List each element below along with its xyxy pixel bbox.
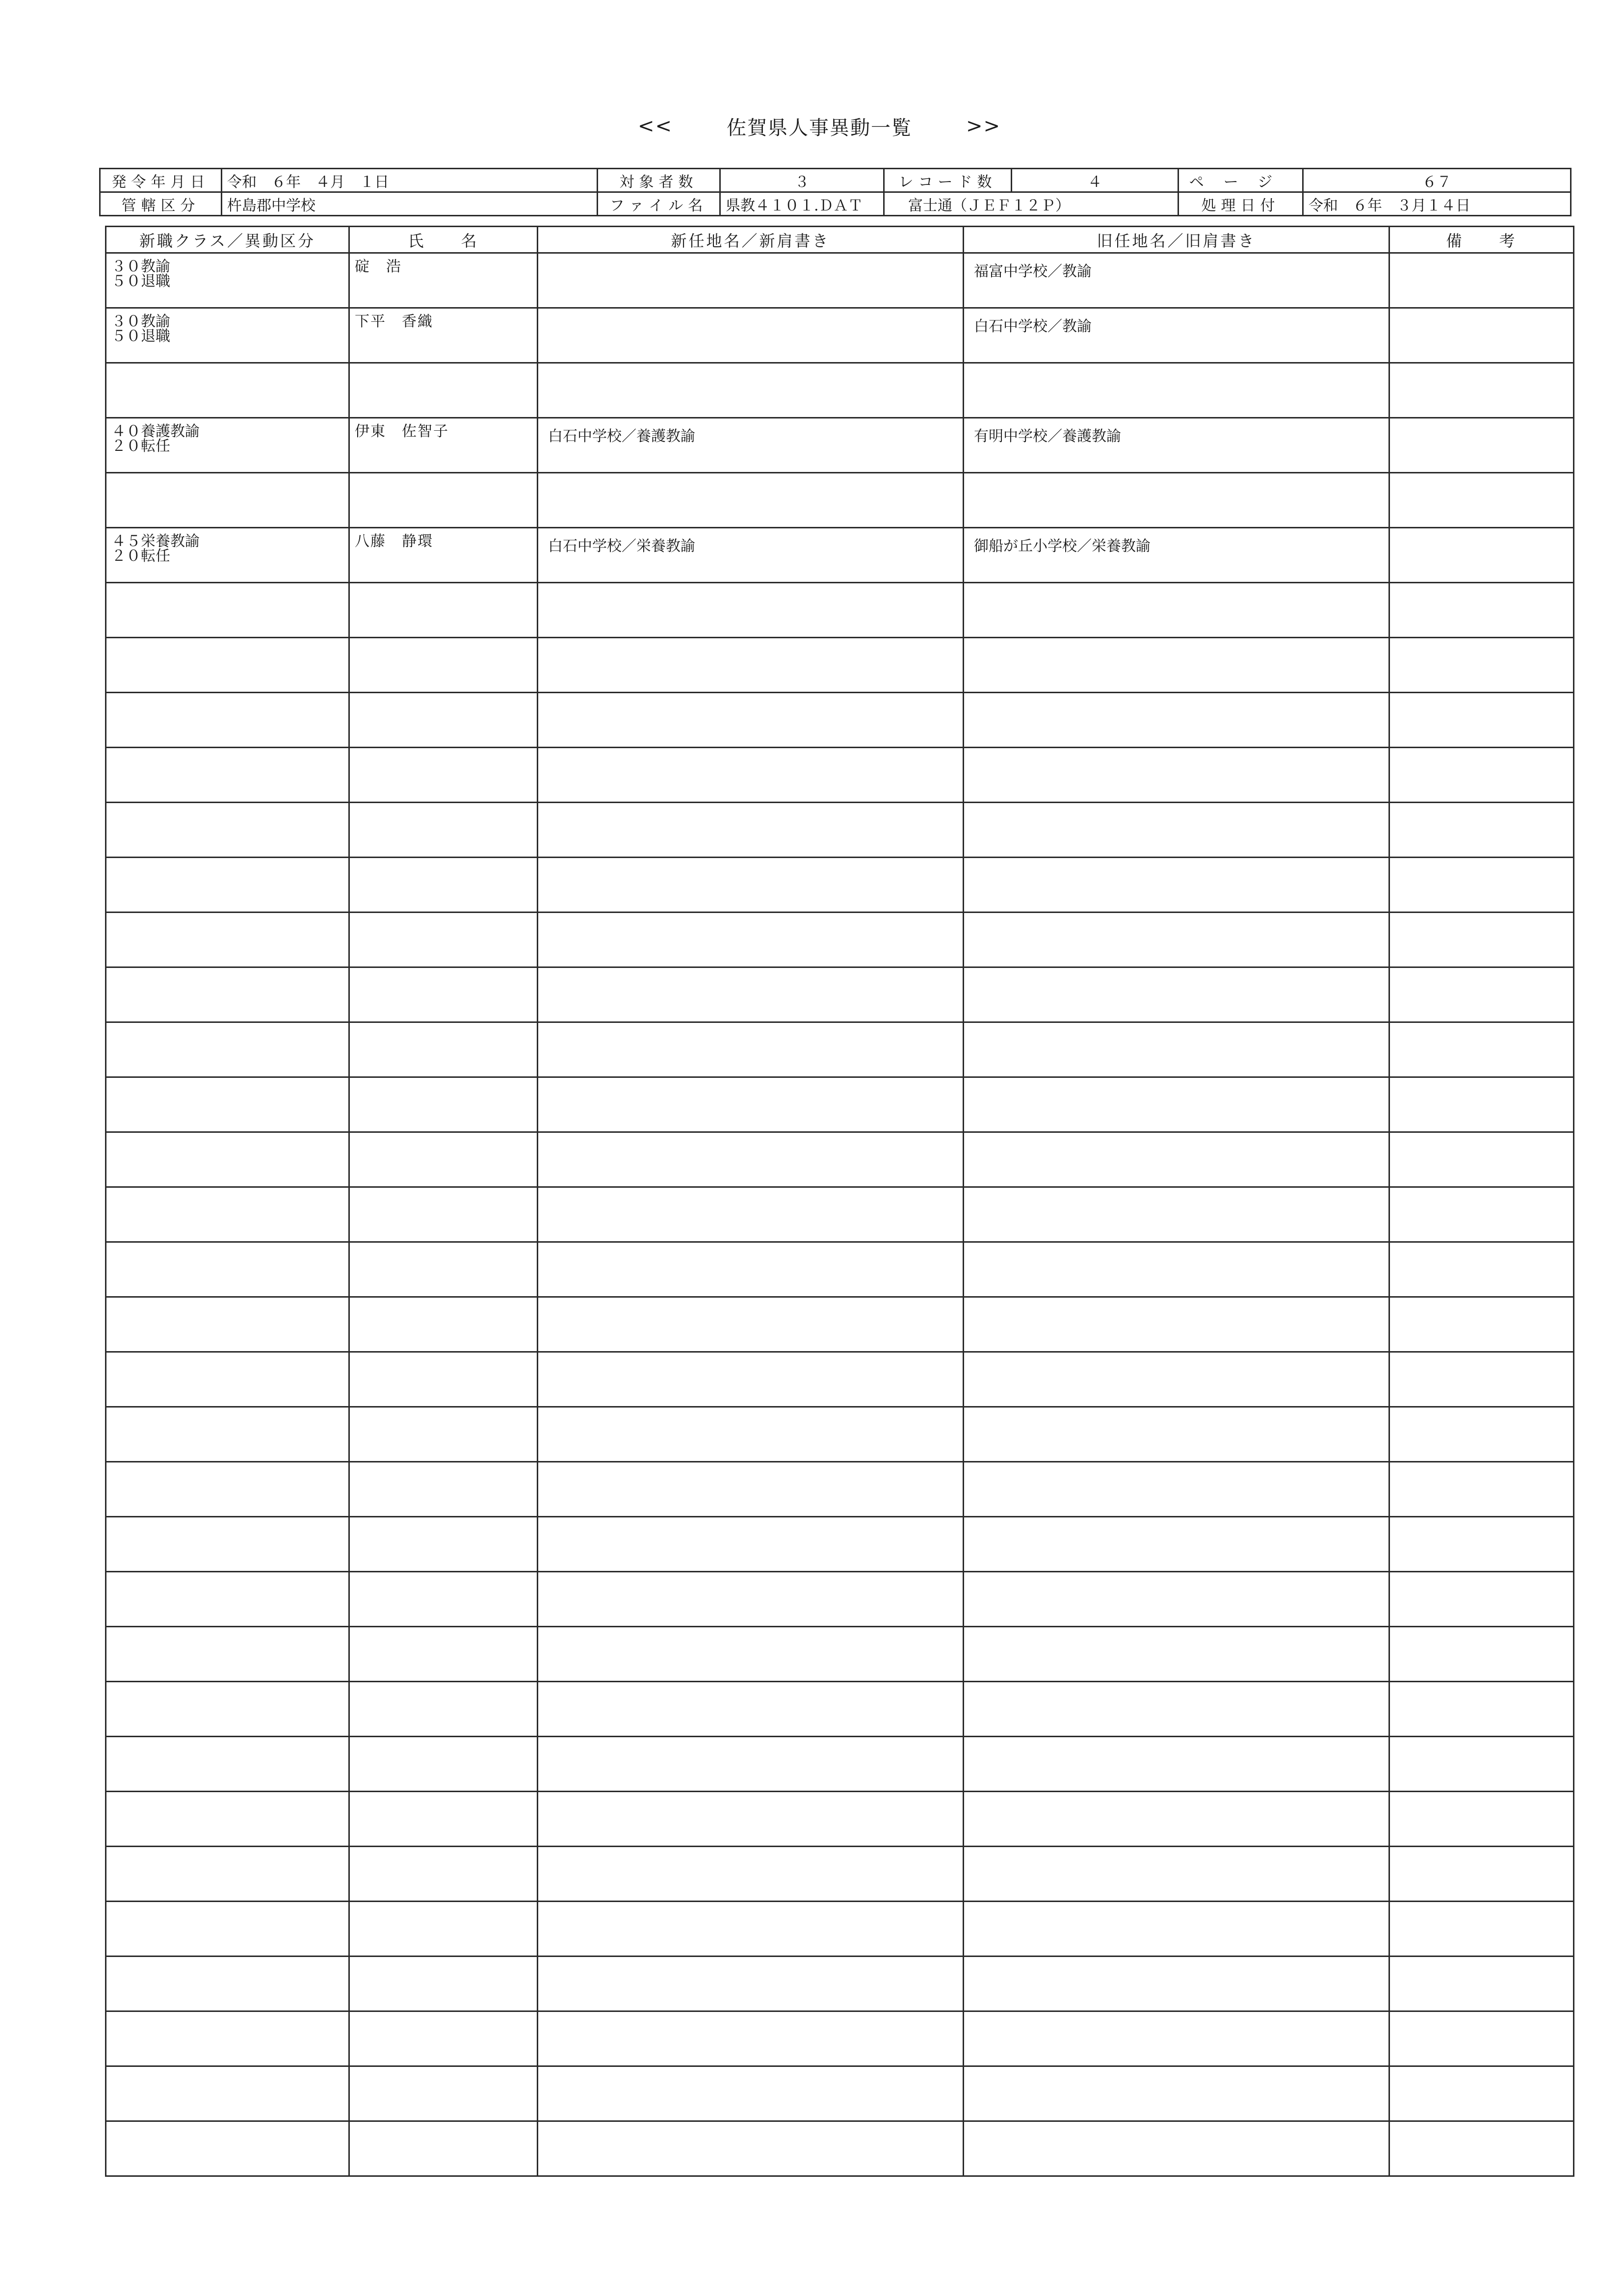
blank-cell — [1389, 1132, 1574, 1187]
blank-cell — [1389, 1462, 1574, 1517]
blank-cell — [964, 1627, 1389, 1682]
blank-cell — [106, 2011, 349, 2066]
blank-cell — [106, 1957, 349, 2011]
blank-row — [106, 2011, 1574, 2066]
col-header-new-post: 新任地名／新肩書き — [538, 227, 964, 253]
table-row — [106, 473, 1574, 528]
blank-cell — [1389, 1737, 1574, 1792]
new-post-cell — [538, 473, 964, 528]
old-post-cell — [964, 363, 1389, 418]
target-count-label: 対象者数 — [598, 169, 720, 192]
title-open-mark: << — [638, 115, 673, 137]
table-row — [106, 418, 1574, 473]
new-post-cell — [538, 253, 964, 308]
blank-cell — [106, 1187, 349, 1242]
blank-row — [106, 858, 1574, 913]
blank-cell — [349, 1352, 538, 1407]
page-value: ６７ — [1303, 169, 1571, 192]
blank-cell — [1389, 2066, 1574, 2121]
col-header-class: 新職クラス／異動区分 — [106, 227, 349, 253]
blank-cell — [106, 1737, 349, 1792]
blank-row — [106, 1132, 1574, 1187]
blank-cell — [1389, 1572, 1574, 1627]
blank-cell — [349, 1077, 538, 1132]
blank-row — [106, 638, 1574, 693]
file-name-label: ファイル名 — [598, 192, 720, 216]
blank-cell — [1389, 1682, 1574, 1737]
col-header-remarks: 備 考 — [1389, 227, 1574, 253]
document-title — [638, 109, 1001, 143]
blank-cell — [349, 1737, 538, 1792]
table-body — [106, 253, 1574, 2176]
blank-cell — [964, 967, 1389, 1022]
blank-row — [106, 1297, 1574, 1352]
blank-cell — [1389, 1517, 1574, 1572]
header-row-1 — [100, 169, 1571, 192]
blank-cell — [1389, 693, 1574, 748]
blank-cell — [349, 1462, 538, 1517]
blank-cell — [538, 1297, 964, 1352]
new-class: ３０教諭 — [111, 258, 170, 275]
file-name-value: 県教４１０１.ＤＡＴ — [720, 192, 884, 216]
blank-cell — [538, 583, 964, 638]
blank-cell — [349, 1132, 538, 1187]
remarks-cell — [1389, 253, 1574, 308]
blank-cell — [538, 1352, 964, 1407]
transfer-type: ５０退職 — [111, 328, 170, 345]
blank-row — [106, 913, 1574, 967]
blank-cell — [538, 1682, 964, 1737]
class-cell — [106, 528, 349, 583]
header-row-2 — [100, 192, 1571, 216]
blank-cell — [106, 967, 349, 1022]
blank-cell — [538, 2121, 964, 2176]
target-count-value: ３ — [720, 169, 884, 192]
process-date-label: 処理日付 — [1179, 192, 1303, 216]
system-name: 富士通（ＪＥＦ１２Ｐ） — [884, 192, 1179, 216]
blank-cell — [538, 638, 964, 693]
blank-cell — [538, 1132, 964, 1187]
blank-cell — [538, 858, 964, 913]
blank-cell — [964, 1847, 1389, 1902]
blank-cell — [1389, 913, 1574, 967]
blank-cell — [538, 1792, 964, 1847]
blank-cell — [538, 1407, 964, 1462]
blank-cell — [106, 1077, 349, 1132]
blank-cell — [538, 1022, 964, 1077]
blank-cell — [106, 1022, 349, 1077]
blank-cell — [964, 748, 1389, 803]
remarks-cell — [1389, 528, 1574, 583]
class-cell — [106, 473, 349, 528]
col-header-old-post: 旧任地名／旧肩書き — [964, 227, 1389, 253]
blank-cell — [538, 2011, 964, 2066]
blank-cell — [106, 803, 349, 858]
blank-cell — [1389, 1297, 1574, 1352]
blank-cell — [964, 583, 1389, 638]
blank-cell — [538, 1187, 964, 1242]
blank-row — [106, 583, 1574, 638]
blank-row — [106, 748, 1574, 803]
name-cell — [349, 473, 538, 528]
blank-cell — [538, 1902, 964, 1957]
blank-cell — [106, 858, 349, 913]
blank-cell — [349, 1902, 538, 1957]
blank-cell — [1389, 1902, 1574, 1957]
remarks-cell — [1389, 308, 1574, 363]
table-row — [106, 308, 1574, 363]
blank-cell — [1389, 967, 1574, 1022]
blank-cell — [349, 1022, 538, 1077]
old-post-cell — [964, 473, 1389, 528]
personnel-table — [105, 226, 1574, 2177]
blank-cell — [1389, 748, 1574, 803]
table-row — [106, 253, 1574, 308]
blank-cell — [1389, 583, 1574, 638]
jurisdiction-label: 管轄区分 — [100, 192, 222, 216]
blank-cell — [1389, 638, 1574, 693]
table-row — [106, 528, 1574, 583]
blank-cell — [1389, 858, 1574, 913]
blank-row — [106, 1902, 1574, 1957]
blank-cell — [538, 1737, 964, 1792]
blank-cell — [106, 638, 349, 693]
blank-cell — [349, 638, 538, 693]
blank-cell — [964, 913, 1389, 967]
blank-row — [106, 2066, 1574, 2121]
blank-cell — [538, 693, 964, 748]
blank-row — [106, 1737, 1574, 1792]
blank-cell — [1389, 2121, 1574, 2176]
blank-cell — [964, 1462, 1389, 1517]
blank-cell — [106, 1627, 349, 1682]
blank-cell — [106, 1902, 349, 1957]
class-cell — [106, 363, 349, 418]
title-close-mark: >> — [966, 115, 1001, 137]
col-header-name: 氏 名 — [349, 227, 538, 253]
remarks-cell — [1389, 473, 1574, 528]
blank-row — [106, 1517, 1574, 1572]
blank-cell — [538, 1462, 964, 1517]
blank-cell — [106, 1132, 349, 1187]
blank-cell — [964, 2011, 1389, 2066]
blank-cell — [964, 1022, 1389, 1077]
blank-row — [106, 803, 1574, 858]
blank-cell — [964, 1517, 1389, 1572]
blank-cell — [538, 1572, 964, 1627]
blank-cell — [349, 1682, 538, 1737]
blank-cell — [1389, 1627, 1574, 1682]
blank-cell — [349, 1297, 538, 1352]
blank-cell — [538, 748, 964, 803]
blank-row — [106, 1572, 1574, 1627]
name-cell — [349, 363, 538, 418]
record-count-label: レコード数 — [884, 169, 1012, 192]
blank-row — [106, 1187, 1574, 1242]
new-post-cell: 白石中学校／栄養教諭 — [538, 528, 964, 583]
record-count-value: ４ — [1012, 169, 1179, 192]
blank-cell — [349, 2066, 538, 2121]
remarks-cell — [1389, 363, 1574, 418]
blank-cell — [106, 748, 349, 803]
blank-cell — [964, 1407, 1389, 1462]
blank-cell — [538, 1957, 964, 2011]
blank-cell — [538, 1627, 964, 1682]
blank-row — [106, 1627, 1574, 1682]
blank-cell — [1389, 1792, 1574, 1847]
blank-cell — [349, 913, 538, 967]
blank-cell — [106, 1517, 349, 1572]
blank-cell — [349, 1957, 538, 2011]
table-header-row — [106, 227, 1574, 253]
blank-cell — [964, 1187, 1389, 1242]
blank-cell — [964, 2121, 1389, 2176]
blank-row — [106, 693, 1574, 748]
blank-cell — [106, 1462, 349, 1517]
blank-cell — [349, 1187, 538, 1242]
blank-cell — [538, 2066, 964, 2121]
blank-row — [106, 1077, 1574, 1132]
blank-cell — [349, 1407, 538, 1462]
blank-row — [106, 1957, 1574, 2011]
blank-cell — [964, 1572, 1389, 1627]
blank-row — [106, 2121, 1574, 2176]
blank-cell — [964, 1902, 1389, 1957]
transfer-type: ２０転任 — [111, 548, 170, 565]
new-class: ４０養護教諭 — [111, 423, 200, 440]
blank-cell — [1389, 1187, 1574, 1242]
blank-cell — [964, 1682, 1389, 1737]
blank-cell — [349, 2121, 538, 2176]
blank-cell — [964, 2066, 1389, 2121]
blank-cell — [964, 858, 1389, 913]
new-post-cell — [538, 363, 964, 418]
process-date-value: 令和 ６年 ３月１４日 — [1303, 192, 1571, 216]
blank-cell — [349, 1517, 538, 1572]
blank-cell — [106, 2066, 349, 2121]
blank-cell — [964, 1352, 1389, 1407]
blank-cell — [1389, 1352, 1574, 1407]
blank-cell — [349, 2011, 538, 2066]
blank-cell — [349, 1847, 538, 1902]
blank-cell — [106, 1682, 349, 1737]
blank-cell — [964, 1132, 1389, 1187]
blank-cell — [964, 638, 1389, 693]
blank-cell — [538, 803, 964, 858]
jurisdiction-value: 杵島郡中学校 — [222, 192, 598, 216]
blank-cell — [106, 1242, 349, 1297]
blank-cell — [964, 1737, 1389, 1792]
blank-cell — [964, 1792, 1389, 1847]
blank-cell — [964, 693, 1389, 748]
blank-cell — [106, 1792, 349, 1847]
blank-cell — [964, 803, 1389, 858]
blank-cell — [1389, 803, 1574, 858]
blank-cell — [538, 1517, 964, 1572]
blank-cell — [349, 967, 538, 1022]
blank-cell — [538, 967, 964, 1022]
blank-row — [106, 1242, 1574, 1297]
name-cell: 下平 香織 — [349, 308, 538, 363]
blank-row — [106, 1352, 1574, 1407]
blank-cell — [349, 1572, 538, 1627]
blank-cell — [106, 1297, 349, 1352]
new-class: ３０教諭 — [111, 313, 170, 330]
page-label: ページ — [1179, 169, 1303, 192]
blank-row — [106, 1682, 1574, 1737]
blank-cell — [349, 1792, 538, 1847]
old-post-cell: 有明中学校／養護教諭 — [964, 418, 1389, 473]
blank-cell — [106, 693, 349, 748]
blank-row — [106, 1407, 1574, 1462]
blank-row — [106, 1792, 1574, 1847]
table-row — [106, 363, 1574, 418]
blank-row — [106, 1022, 1574, 1077]
old-post-cell: 福富中学校／教諭 — [964, 253, 1389, 308]
class-cell — [106, 418, 349, 473]
issue-date-value: 令和 ６年 ４月 １日 — [222, 169, 598, 192]
new-post-cell: 白石中学校／養護教諭 — [538, 418, 964, 473]
blank-cell — [1389, 1242, 1574, 1297]
issue-date-label: 発令年月日 — [100, 169, 222, 192]
remarks-cell — [1389, 418, 1574, 473]
old-post-cell: 御船が丘小学校／栄養教諭 — [964, 528, 1389, 583]
transfer-type: ５０退職 — [111, 273, 170, 290]
blank-cell — [1389, 1847, 1574, 1902]
blank-row — [106, 967, 1574, 1022]
blank-cell — [106, 2121, 349, 2176]
blank-cell — [106, 913, 349, 967]
blank-cell — [964, 1297, 1389, 1352]
transfer-type: ２０転任 — [111, 438, 170, 455]
class-cell — [106, 308, 349, 363]
blank-cell — [349, 1242, 538, 1297]
blank-cell — [106, 583, 349, 638]
header-table — [99, 168, 1572, 216]
blank-cell — [964, 1242, 1389, 1297]
blank-cell — [106, 1407, 349, 1462]
name-cell: 碇 浩 — [349, 253, 538, 308]
blank-cell — [538, 1847, 964, 1902]
blank-cell — [106, 1847, 349, 1902]
blank-cell — [1389, 1077, 1574, 1132]
blank-cell — [349, 748, 538, 803]
blank-cell — [538, 1242, 964, 1297]
blank-cell — [349, 858, 538, 913]
blank-cell — [349, 693, 538, 748]
name-cell: 伊東 佐智子 — [349, 418, 538, 473]
blank-cell — [106, 1572, 349, 1627]
blank-cell — [349, 1627, 538, 1682]
blank-cell — [964, 1957, 1389, 2011]
blank-row — [106, 1462, 1574, 1517]
blank-cell — [538, 913, 964, 967]
blank-cell — [1389, 1407, 1574, 1462]
new-class: ４５栄養教諭 — [111, 533, 200, 550]
blank-cell — [1389, 1957, 1574, 2011]
old-post-cell: 白石中学校／教諭 — [964, 308, 1389, 363]
blank-cell — [1389, 2011, 1574, 2066]
blank-cell — [349, 803, 538, 858]
blank-cell — [1389, 1022, 1574, 1077]
blank-cell — [964, 1077, 1389, 1132]
blank-row — [106, 1847, 1574, 1902]
class-cell — [106, 253, 349, 308]
blank-cell — [538, 1077, 964, 1132]
name-cell: 八藤 静環 — [349, 528, 538, 583]
title-text: 佐賀県人事異動一覧 — [727, 116, 912, 139]
blank-cell — [349, 583, 538, 638]
new-post-cell — [538, 308, 964, 363]
blank-cell — [106, 1352, 349, 1407]
